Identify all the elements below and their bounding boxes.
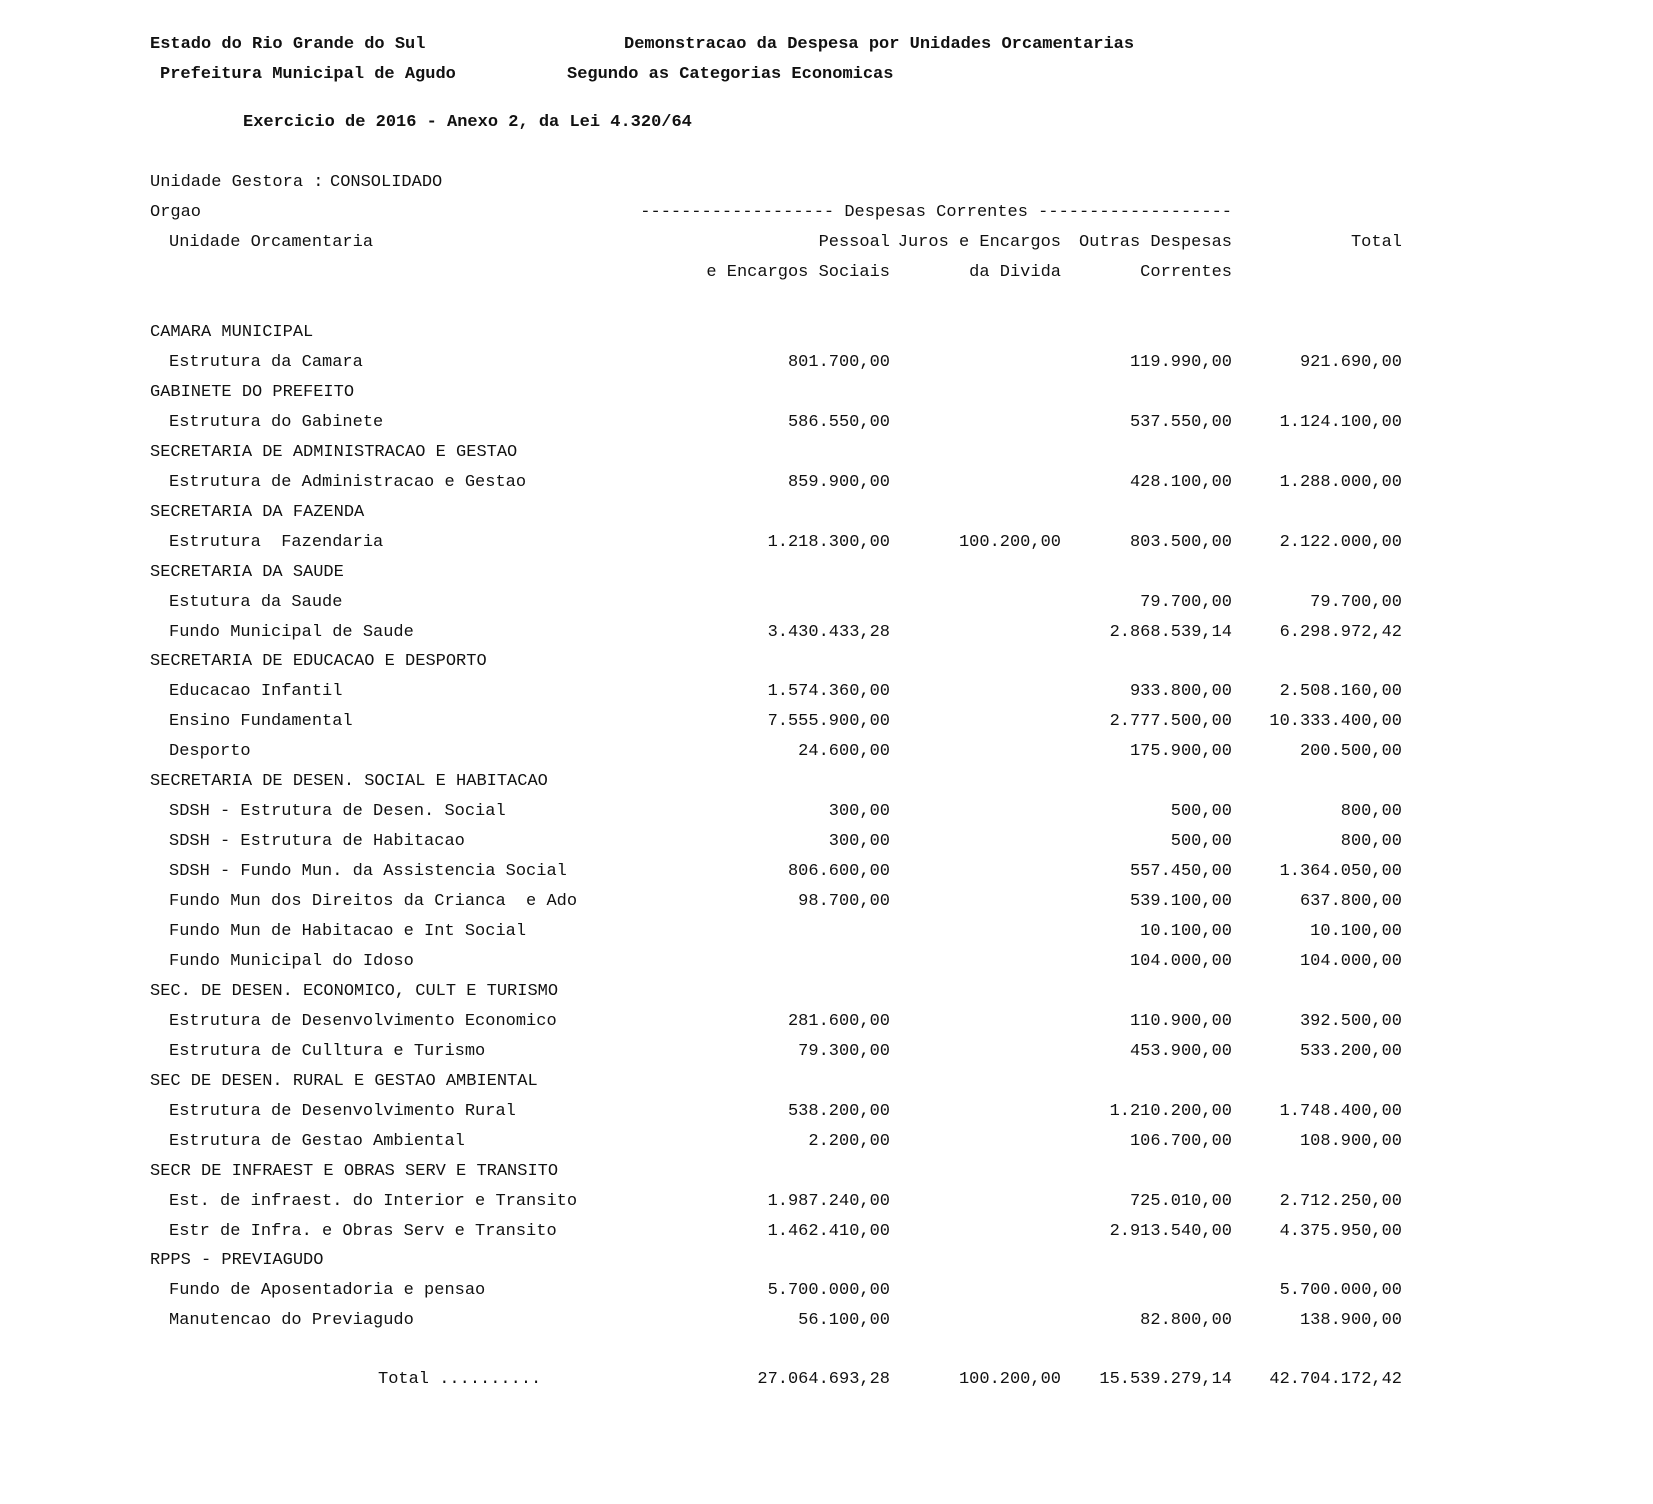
- unidade-name: Estutura da Saude: [169, 593, 343, 612]
- cell-total: 79.700,00: [1310, 593, 1402, 612]
- orgao-name: RPPS - PREVIAGUDO: [150, 1251, 324, 1270]
- cell-pessoal: 3.430.433,28: [767, 623, 890, 642]
- cell-total: 392.500,00: [1299, 1012, 1402, 1031]
- orgao-name: SECRETARIA DA FAZENDA: [150, 503, 365, 522]
- cell-juros: [881, 1132, 1061, 1152]
- cell-total: 2.122.000,00: [1279, 533, 1402, 552]
- cell-total: 5.700.000,00: [1279, 1281, 1402, 1300]
- unidade-name: Ensino Fundamental: [169, 712, 353, 731]
- orgao-name: SECRETARIA DE EDUCACAO E DESPORTO: [150, 652, 487, 671]
- cell-pessoal: 300,00: [828, 802, 890, 821]
- cell-total: 800,00: [1340, 832, 1402, 851]
- municipality-name: Prefeitura Municipal de Agudo: [160, 65, 456, 84]
- cell-total: 533.200,00: [1299, 1042, 1402, 1061]
- cell-total: 1.288.000,00: [1279, 473, 1402, 492]
- unidade-name: Estrutura de Desenvolvimento Economico: [169, 1012, 557, 1031]
- unidade-name: Estrutura da Camara: [169, 353, 363, 372]
- cell-total: 1.364.050,00: [1279, 862, 1402, 881]
- cell-pessoal: 79.300,00: [798, 1042, 890, 1061]
- cell-outras: 110.900,00: [1129, 1012, 1232, 1031]
- column-pessoal-line2: e Encargos Sociais: [706, 263, 890, 282]
- cell-pessoal: 56.100,00: [798, 1311, 890, 1330]
- unidade-name: Estrutura de Administracao e Gestao: [169, 473, 527, 492]
- orgao-name: CAMARA MUNICIPAL: [150, 323, 314, 342]
- orgao-name: SEC DE DESEN. RURAL E GESTAO AMBIENTAL: [150, 1072, 538, 1091]
- cell-juros: [881, 952, 1061, 972]
- unidade-name: Estrutura do Gabinete: [169, 413, 384, 432]
- orgao-name: GABINETE DO PREFEITO: [150, 383, 355, 402]
- unidade-name: Estrutura Fazendaria: [169, 533, 384, 552]
- cell-outras: 82.800,00: [1140, 1311, 1232, 1330]
- cell-juros: [881, 832, 1061, 852]
- orgao-name: SECR DE INFRAEST E OBRAS SERV E TRANSITO: [150, 1162, 559, 1181]
- cell-juros: [881, 862, 1061, 882]
- cell-total: 1.124.100,00: [1279, 413, 1402, 432]
- cell-total: 10.100,00: [1310, 922, 1402, 941]
- cell-juros: [881, 1192, 1061, 1212]
- report-subtitle: Segundo as Categorias Economicas: [567, 65, 894, 84]
- column-group-despesas-correntes: ------------------- Despesas Correntes -------------------: [640, 203, 1232, 222]
- cell-outras: 453.900,00: [1129, 1042, 1232, 1061]
- exercise-line: Exercicio de 2016 - Anexo 2, da Lei 4.320/64: [243, 113, 692, 132]
- cell-juros: [881, 1311, 1061, 1331]
- column-orgao: Orgao: [150, 203, 202, 222]
- cell-outras: 537.550,00: [1129, 413, 1232, 432]
- unidade-name: Est. de infraest. do Interior e Transito: [169, 1192, 578, 1211]
- unidade-name: Desporto: [169, 742, 251, 761]
- cell-total: 637.800,00: [1299, 892, 1402, 911]
- cell-pessoal: 24.600,00: [798, 742, 890, 761]
- cell-juros: [881, 742, 1061, 762]
- cell-outras: 2.777.500,00: [1109, 712, 1232, 731]
- cell-total: 2.508.160,00: [1279, 682, 1402, 701]
- cell-juros: 100.200,00: [958, 533, 1061, 552]
- cell-outras: 104.000,00: [1129, 952, 1232, 971]
- state-name: Estado do Rio Grande do Sul: [150, 35, 426, 54]
- unidade-name: Fundo Municipal de Saude: [169, 623, 414, 642]
- cell-pessoal: [690, 952, 890, 972]
- cell-pessoal: 801.700,00: [787, 353, 890, 372]
- cell-pessoal: 98.700,00: [798, 892, 890, 911]
- unidade-name: Manutencao do Previagudo: [169, 1311, 414, 1330]
- cell-pessoal: 1.218.300,00: [767, 533, 890, 552]
- totals-label: Total ..........: [378, 1370, 542, 1389]
- cell-pessoal: 859.900,00: [787, 473, 890, 492]
- column-juros-line1: Juros e Encargos: [897, 233, 1061, 252]
- cell-juros: [881, 1042, 1061, 1062]
- unidade-name: SDSH - Fundo Mun. da Assistencia Social: [169, 862, 567, 881]
- totals-juros: 100.200,00: [958, 1370, 1061, 1389]
- cell-pessoal: 1.987.240,00: [767, 1192, 890, 1211]
- cell-outras: 803.500,00: [1129, 533, 1232, 552]
- cell-outras: 1.210.200,00: [1109, 1102, 1232, 1121]
- unidade-name: Fundo Mun dos Direitos da Crianca e Ado: [169, 892, 578, 911]
- cell-juros: [881, 1102, 1061, 1122]
- cell-pessoal: 5.700.000,00: [767, 1281, 890, 1300]
- cell-total: 138.900,00: [1299, 1311, 1402, 1330]
- cell-total: 108.900,00: [1299, 1132, 1402, 1151]
- cell-pessoal: [690, 922, 890, 942]
- cell-pessoal: 281.600,00: [787, 1012, 890, 1031]
- cell-total: 1.748.400,00: [1279, 1102, 1402, 1121]
- cell-juros: [881, 712, 1061, 732]
- cell-juros: [881, 1222, 1061, 1242]
- orgao-name: SEC. DE DESEN. ECONOMICO, CULT E TURISMO: [150, 982, 559, 1001]
- orgao-name: SECRETARIA DE DESEN. SOCIAL E HABITACAO: [150, 772, 548, 791]
- cell-total: 4.375.950,00: [1279, 1222, 1402, 1241]
- cell-outras: 557.450,00: [1129, 862, 1232, 881]
- cell-pessoal: 1.462.410,00: [767, 1222, 890, 1241]
- cell-pessoal: 806.600,00: [787, 862, 890, 881]
- cell-outras: 539.100,00: [1129, 892, 1232, 911]
- cell-pessoal: 1.574.360,00: [767, 682, 890, 701]
- orgao-name: SECRETARIA DA SAUDE: [150, 563, 344, 582]
- orgao-name: SECRETARIA DE ADMINISTRACAO E GESTAO: [150, 443, 518, 462]
- cell-total: 921.690,00: [1299, 353, 1402, 372]
- cell-outras: 725.010,00: [1129, 1192, 1232, 1211]
- cell-juros: [881, 623, 1061, 643]
- cell-total: 10.333.400,00: [1269, 712, 1402, 731]
- unidade-name: Estrutura de Culltura e Turismo: [169, 1042, 486, 1061]
- cell-juros: [881, 922, 1061, 942]
- column-outras-line2: Correntes: [1140, 263, 1232, 282]
- cell-total: 6.298.972,42: [1279, 623, 1402, 642]
- unidade-name: Estrutura de Desenvolvimento Rural: [169, 1102, 516, 1121]
- unit-value: CONSOLIDADO: [330, 173, 443, 192]
- cell-pessoal: [690, 593, 890, 613]
- cell-pessoal: 7.555.900,00: [767, 712, 890, 731]
- unidade-name: SDSH - Estrutura de Desen. Social: [169, 802, 506, 821]
- column-total: Total: [1350, 233, 1402, 252]
- unidade-name: Fundo Mun de Habitacao e Int Social: [169, 922, 527, 941]
- cell-total: 104.000,00: [1299, 952, 1402, 971]
- cell-pessoal: 538.200,00: [787, 1102, 890, 1121]
- cell-outras: 175.900,00: [1129, 742, 1232, 761]
- cell-outras: 106.700,00: [1129, 1132, 1232, 1151]
- cell-pessoal: 2.200,00: [808, 1132, 890, 1151]
- totals-total: 42.704.172,42: [1269, 1370, 1402, 1389]
- unidade-name: SDSH - Estrutura de Habitacao: [169, 832, 465, 851]
- column-unidade: Unidade Orcamentaria: [169, 233, 374, 252]
- column-pessoal-line1: Pessoal: [818, 233, 890, 252]
- cell-outras: 2.868.539,14: [1109, 623, 1232, 642]
- cell-total: 2.712.250,00: [1279, 1192, 1402, 1211]
- unit-label: Unidade Gestora :: [150, 173, 324, 192]
- cell-outras: 79.700,00: [1140, 593, 1232, 612]
- cell-outras: 10.100,00: [1140, 922, 1232, 941]
- unidade-name: Estr de Infra. e Obras Serv e Transito: [169, 1222, 557, 1241]
- unidade-name: Fundo Municipal do Idoso: [169, 952, 414, 971]
- totals-pessoal: 27.064.693,28: [757, 1370, 890, 1389]
- cell-pessoal: 586.550,00: [787, 413, 890, 432]
- cell-outras: 500,00: [1170, 802, 1232, 821]
- cell-total: 200.500,00: [1299, 742, 1402, 761]
- totals-outras: 15.539.279,14: [1099, 1370, 1232, 1389]
- cell-juros: [881, 413, 1061, 433]
- cell-outras: 500,00: [1170, 832, 1232, 851]
- cell-total: 800,00: [1340, 802, 1402, 821]
- column-juros-line2: da Divida: [969, 263, 1061, 282]
- unidade-name: Fundo de Aposentadoria e pensao: [169, 1281, 486, 1300]
- cell-pessoal: 300,00: [828, 832, 890, 851]
- cell-outras: 2.913.540,00: [1109, 1222, 1232, 1241]
- cell-juros: [881, 593, 1061, 613]
- cell-outras: [1052, 1281, 1232, 1301]
- cell-outras: 428.100,00: [1129, 473, 1232, 492]
- cell-juros: [881, 802, 1061, 822]
- report-title: Demonstracao da Despesa por Unidades Orcamentarias: [624, 35, 1135, 54]
- cell-juros: [881, 1012, 1061, 1032]
- cell-juros: [881, 682, 1061, 702]
- unidade-name: Educacao Infantil: [169, 682, 343, 701]
- cell-outras: 119.990,00: [1129, 353, 1232, 372]
- cell-juros: [881, 892, 1061, 912]
- cell-juros: [881, 353, 1061, 373]
- cell-juros: [881, 473, 1061, 493]
- cell-outras: 933.800,00: [1129, 682, 1232, 701]
- cell-juros: [881, 1281, 1061, 1301]
- column-outras-line1: Outras Despesas: [1078, 233, 1232, 252]
- unidade-name: Estrutura de Gestao Ambiental: [169, 1132, 465, 1151]
